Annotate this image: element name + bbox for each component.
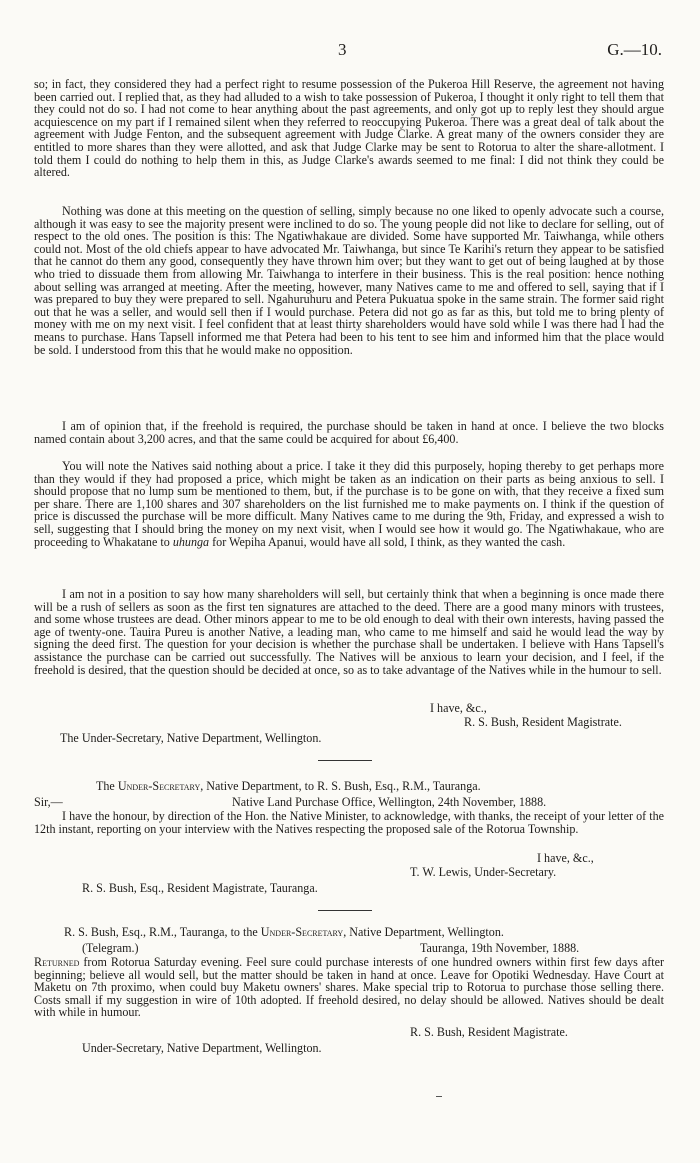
letter2-heading	[96, 780, 481, 793]
letter3-heading-post: , Native Department, Wellington.	[343, 925, 504, 939]
paragraph-4-italic-term: uhunga	[172, 534, 210, 549]
letter2-heading-sender: Under-Secretary	[117, 779, 201, 793]
letter2-addressee: R. S. Bush, Esq., Resident Magistrate, Tauranga.	[82, 881, 318, 895]
letter2-body: I have the honour, by direction of the Hon. the Native Minister, to acknowledge, with thanks, the receipt of your letter of the 12th instant, reporting on your interview with the Natives respecting the proposed sale of the Rotorua Township.	[34, 809, 664, 836]
letter3-heading-recipient: Under-Secretary	[260, 925, 344, 939]
section-divider-2	[318, 910, 372, 911]
letter1-paragraph-1: so; in fact, they considered they had a perfect right to resume possession of the Pukeroa Hill Reserve, the agreement not having been carried out. I replied that, as they had alluded to a wish to take possession of Pukeroa, I thought it only right to tell them that they could not do so. I had not come to hear anything about the past agreements, and only got up to reply lest they should argue acquiescence on my part if I remained silent when they referred to reoccupying Pukeroa. There was a great deal of talk about the agreement with Judge Fenton, and the subsequent agreement with Judge Clarke. A great many of the owners consider they are entitled to more shares than they were allotted, and ask that Judge Clarke may be sent to Rotorua to alter the share-allotment. I told them I could do nothing to help them in this, as Judge Clarke's awards seemed to me final: I did not think they could be altered.	[34, 77, 664, 180]
paragraph-4-text-a: You will note the Natives said nothing about a price. I take it they did this purposely, hoping thereby to get perhaps more than they would if they had proposed a price, which might be taken as an indication on their parts as being anxious to sell. I should propose that no lump sum be mentioned to them, but, if the purchase is to be gone on with, that they receive a fixed sum per share. There are 1,100 shares and 307 shareholders on the list furnished me to make payments on. I think if the question of price is discussed the purchase will be more difficult. Many Natives came to me during the 9th, Friday, and expressed a wish to sell, suggesting that I should bring the money on my next visit, when I would see how it would go. The Ngatiwhakaue, who are proceeding to Whakatane to	[34, 459, 664, 549]
letter2-heading-post: , Native Department, to R. S. Bush, Esq., R.M., Tauranga.	[200, 779, 481, 793]
letter2-heading-pre: The	[96, 779, 118, 793]
letter2-place-date: Native Land Purchase Office, Wellington, 24th November, 1888.	[232, 795, 547, 809]
letter1-paragraph-2: Nothing was done at this meeting on the question of selling, simply because no one liked to openly advocate such a course, although it was easy to see the majority present were inclined to do so. The young people did not like to declare for selling, out of respect to the old ones. The position is this: The Ngatiwhakaue are divided. Some have supported Mr. Taiwhanga, while others could not. Most of the old chiefs appear to have advocated Mr. Taiwhanga, but since Te Karihi's return they appear to be satisfied that he cannot do them any good, consequently they have thrown him over; but they want to get out of being laughed at by those who tried to dissuade them from allowing Mr. Taiwhanga to interfere in their business. This is the real position: hence nothing about selling was arranged at meeting. After the meeting, however, many Natives came to me and offered to sell, saying that if I was prepared to buy they were prepared to sell. Ngahuruhuru and Petera Pukuatua spoke in the same strain. The former said right out that he was a seller, and would sell then if I would purchase. Petera did not go as far as this, but told me to bring plenty of money with me on my next visit. I feel confident that at least thirty shareholders would have sold while I was there had I had the means to purchase. Hans Tapsell informed me that Petera had been to his tent to see him and informed him that the place would be sold. I understood from this that he would make no opposition.	[34, 204, 664, 357]
letter1-signature: R. S. Bush, Resident Magistrate.	[464, 715, 622, 729]
letter1-addressee: The Under-Secretary, Native Department, Wellington.	[60, 731, 322, 745]
letter1-paragraph-5: I am not in a position to say how many shareholders will sell, but certainly think that when a beginning is once made there will be a rush of sellers as soon as the first ten signatures are attached to the deed. There are a good many minors with trustees, and some whose trustees are dead. Other minors appear to me to be old enough to deal with their own interests, having passed the age of twenty-one. Tauira Pureu is another Native, a leading man, who came to me himself and said he would lead the way by signing the deed first. The question for your decision is whether the purchase shall be undertaken. I believe with Hans Tapsell's assistance the purchase can be carried out successfully. The Natives will be anxious to learn your decision, and I feel, if the freehold is desired, that the question should be decided at once, so as to take advantage of the Natives while in the humour to sell.	[34, 587, 664, 677]
letter2-salutation: Sir,—	[34, 795, 63, 809]
letter1-closing: I have, &c.,	[430, 701, 487, 715]
letter3-body-first-word: Returned	[34, 955, 80, 969]
document-reference: G.—10.	[607, 40, 662, 59]
paragraph-4-text-b: for Wepiha Apanui, would have all sold, I think, as they wanted the cash.	[209, 534, 566, 549]
letter3-heading	[64, 926, 504, 939]
letter1-paragraph-3: I am of opinion that, if the freehold is required, the purchase should be taken in hand at once. I believe the two blocks named contain about 3,200 acres, and that the same could be acquired for about £6,400.	[34, 419, 664, 446]
letter3-addressee: Under-Secretary, Native Department, Wellington.	[82, 1041, 322, 1055]
letter2-signature: T. W. Lewis, Under-Secretary.	[410, 865, 557, 879]
letter3-signature: R. S. Bush, Resident Magistrate.	[410, 1025, 568, 1039]
letter3-body-text: from Rotorua Saturday evening. Feel sure could purchase interests of one hundred owners within first few days after beginning; believe all would sell, but the matter should be taken in hand at once. Leave for Opotiki Wednesday. Have Court at Maketu on 7th proximo, when could buy Maketu owners' shares. Make special trip to Rotorua to purchase those selling there. Costs small if my suggestion in wire of 10th adopted. If freehold desired, no delay should be allowed. Natives should be dealt with while in humour.	[34, 955, 664, 1020]
letter3-body	[34, 956, 664, 1019]
page-number: 3	[338, 40, 347, 59]
section-divider	[318, 760, 372, 761]
letter3-place-date: Tauranga, 19th November, 1888.	[420, 941, 580, 955]
letter1-paragraph-4	[34, 460, 664, 548]
letter2-closing: I have, &c.,	[537, 851, 594, 865]
telegram-label: (Telegram.)	[82, 941, 139, 955]
page-mark	[436, 1096, 442, 1097]
letter3-heading-pre: R. S. Bush, Esq., R.M., Tauranga, to the	[64, 925, 261, 939]
